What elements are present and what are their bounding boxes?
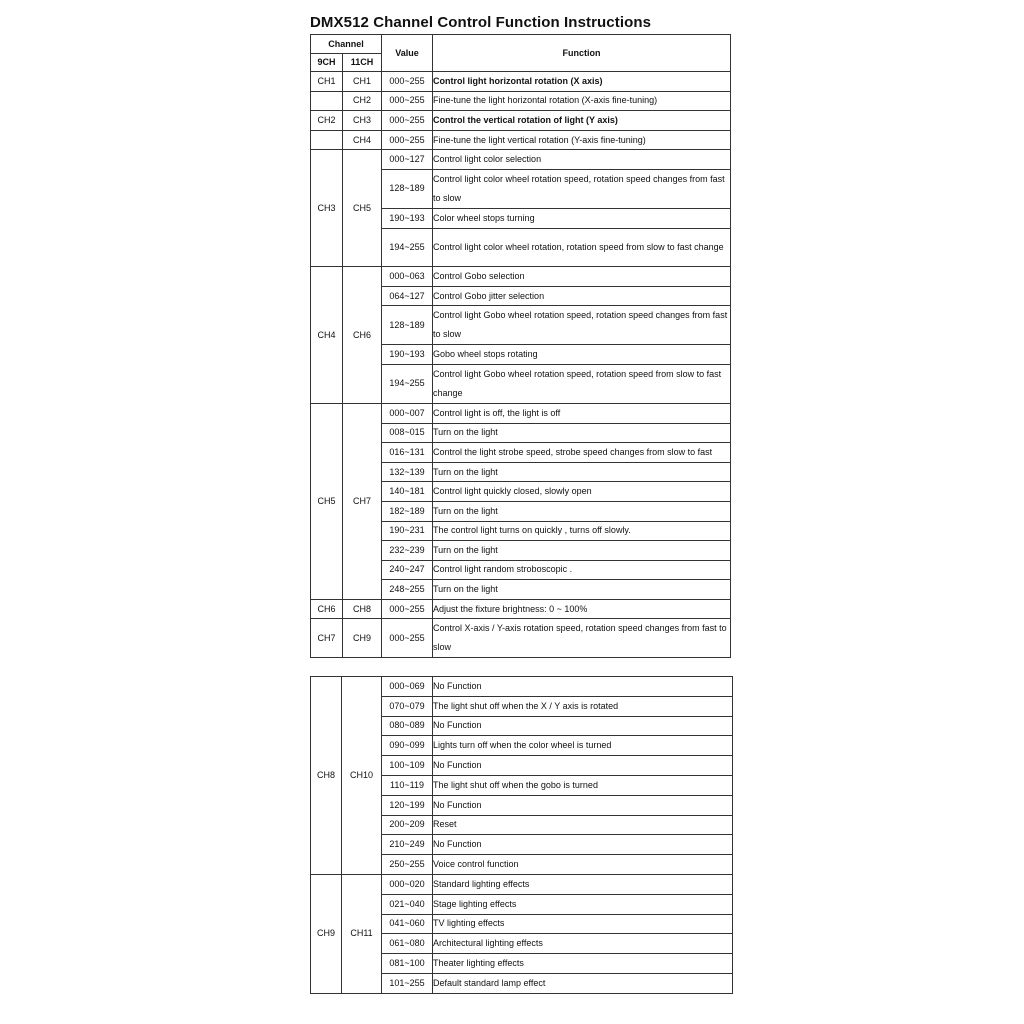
table-row (311, 111, 731, 131)
function-cell: Color wheel stops turning (433, 208, 731, 228)
channel-11ch-cell: CH5 (343, 150, 382, 267)
value-range-cell: 232~239 (382, 541, 433, 561)
channel-11ch-cell: CH4 (343, 130, 382, 150)
function-cell: No Function (433, 795, 733, 815)
function-cell: The light shut off when the X / Y axis is rotated (433, 696, 733, 716)
function-cell: The control light turns on quickly , turns off slowly. (433, 521, 731, 541)
value-range-cell: 000~007 (382, 403, 433, 423)
table-row (311, 72, 731, 92)
function-cell: Turn on the light (433, 462, 731, 482)
value-range-cell: 000~069 (382, 677, 433, 697)
function-cell: Control light horizontal rotation (X axis) (433, 72, 731, 92)
table-row (311, 403, 731, 423)
channel-11ch-cell: CH2 (343, 91, 382, 111)
function-cell: Gobo wheel stops rotating (433, 345, 731, 365)
function-cell: Standard lighting effects (433, 874, 733, 894)
channel-9ch-cell (311, 91, 343, 111)
channel-11ch-cell: CH8 (343, 599, 382, 619)
ch9-header: 9CH (311, 54, 343, 72)
value-range-cell: 128~189 (382, 169, 433, 208)
value-range-cell: 248~255 (382, 580, 433, 600)
dmx-channel-table-continued (310, 676, 733, 994)
channel-9ch-cell: CH5 (311, 403, 343, 599)
channel-header: Channel (311, 35, 382, 54)
function-cell: Architectural lighting effects (433, 934, 733, 954)
channel-9ch-cell: CH3 (311, 150, 343, 267)
value-range-cell: 194~255 (382, 364, 433, 403)
function-cell: Stage lighting effects (433, 894, 733, 914)
value-range-cell: 016~131 (382, 443, 433, 463)
channel-11ch-cell: CH6 (343, 267, 382, 404)
function-cell: Fine-tune the light vertical rotation (Y-axis fine-tuning) (433, 130, 731, 150)
table-row (311, 91, 731, 111)
value-range-cell: 080~089 (382, 716, 433, 736)
function-cell: Control light Gobo wheel rotation speed, rotation speed changes from fast to slow (433, 306, 731, 345)
function-cell: Control light color wheel rotation speed, rotation speed changes from fast to slow (433, 169, 731, 208)
table-row (311, 267, 731, 287)
value-range-cell: 000~255 (382, 619, 433, 658)
value-range-cell: 021~040 (382, 894, 433, 914)
value-range-cell: 000~255 (382, 111, 433, 131)
channel-9ch-cell: CH1 (311, 72, 343, 92)
function-cell: Lights turn off when the color wheel is turned (433, 736, 733, 756)
table-body (311, 72, 731, 658)
function-cell: Control light quickly closed, slowly open (433, 482, 731, 502)
function-cell: TV lighting effects (433, 914, 733, 934)
value-range-cell: 000~255 (382, 72, 433, 92)
function-cell: Theater lighting effects (433, 954, 733, 974)
function-cell: Default standard lamp effect (433, 973, 733, 993)
channel-9ch-cell: CH7 (311, 619, 343, 658)
function-cell: No Function (433, 756, 733, 776)
function-cell: Control X-axis / Y-axis rotation speed, rotation speed changes from fast to slow (433, 619, 731, 658)
function-cell: No Function (433, 835, 733, 855)
function-cell: Turn on the light (433, 541, 731, 561)
function-cell: Turn on the light (433, 580, 731, 600)
page-title: DMX512 Channel Control Function Instructions (310, 14, 652, 31)
table-row (311, 130, 731, 150)
value-range-cell: 000~063 (382, 267, 433, 287)
value-range-cell: 041~060 (382, 914, 433, 934)
function-cell: No Function (433, 677, 733, 697)
ch11-header: 11CH (343, 54, 382, 72)
function-cell: Control light color wheel rotation, rotation speed from slow to fast change (433, 228, 731, 267)
value-range-cell: 070~079 (382, 696, 433, 716)
value-range-cell: 061~080 (382, 934, 433, 954)
dmx-channel-table (310, 34, 731, 658)
function-cell: Control the vertical rotation of light (Y axis) (433, 111, 731, 131)
function-cell: Voice control function (433, 855, 733, 875)
function-cell: Control light random stroboscopic . (433, 560, 731, 580)
channel-11ch-cell: CH10 (342, 677, 382, 875)
channel-9ch-cell: CH8 (311, 677, 342, 875)
table-body (311, 677, 733, 994)
table-row (311, 677, 733, 697)
channel-11ch-cell: CH3 (343, 111, 382, 131)
function-cell: Reset (433, 815, 733, 835)
channel-9ch-cell: CH2 (311, 111, 343, 131)
value-range-cell: 128~189 (382, 306, 433, 345)
value-range-cell: 064~127 (382, 286, 433, 306)
function-cell: Control light is off, the light is off (433, 403, 731, 423)
function-cell: Control the light strobe speed, strobe speed changes from slow to fast (433, 443, 731, 463)
value-range-cell: 190~231 (382, 521, 433, 541)
table-row (311, 874, 733, 894)
function-cell: Turn on the light (433, 423, 731, 443)
value-range-cell: 000~020 (382, 874, 433, 894)
value-range-cell: 000~127 (382, 150, 433, 170)
function-cell: Turn on the light (433, 501, 731, 521)
channel-9ch-cell: CH6 (311, 599, 343, 619)
value-range-cell: 101~255 (382, 973, 433, 993)
value-range-cell: 120~199 (382, 795, 433, 815)
value-range-cell: 200~209 (382, 815, 433, 835)
table-row (311, 150, 731, 170)
value-range-cell: 110~119 (382, 775, 433, 795)
value-range-cell: 081~100 (382, 954, 433, 974)
channel-11ch-cell: CH1 (343, 72, 382, 92)
function-cell: Control light color selection (433, 150, 731, 170)
value-range-cell: 190~193 (382, 208, 433, 228)
table-row (311, 599, 731, 619)
value-range-cell: 000~255 (382, 130, 433, 150)
value-range-cell: 008~015 (382, 423, 433, 443)
value-range-cell: 182~189 (382, 501, 433, 521)
channel-11ch-cell: CH9 (343, 619, 382, 658)
table-row (311, 619, 731, 658)
function-cell: Control Gobo jitter selection (433, 286, 731, 306)
value-header: Value (382, 35, 433, 72)
channel-9ch-cell: CH9 (311, 874, 342, 993)
function-cell: Control Gobo selection (433, 267, 731, 287)
channel-9ch-cell: CH4 (311, 267, 343, 404)
channel-11ch-cell: CH7 (343, 403, 382, 599)
value-range-cell: 000~255 (382, 599, 433, 619)
value-range-cell: 240~247 (382, 560, 433, 580)
function-header: Function (433, 35, 731, 72)
value-range-cell: 210~249 (382, 835, 433, 855)
value-range-cell: 250~255 (382, 855, 433, 875)
value-range-cell: 132~139 (382, 462, 433, 482)
channel-11ch-cell: CH11 (342, 874, 382, 993)
value-range-cell: 100~109 (382, 756, 433, 776)
value-range-cell: 000~255 (382, 91, 433, 111)
function-cell: The light shut off when the gobo is turned (433, 775, 733, 795)
function-cell: Control light Gobo wheel rotation speed, rotation speed from slow to fast change (433, 364, 731, 403)
value-range-cell: 140~181 (382, 482, 433, 502)
value-range-cell: 190~193 (382, 345, 433, 365)
function-cell: No Function (433, 716, 733, 736)
value-range-cell: 194~255 (382, 228, 433, 267)
function-cell: Fine-tune the light horizontal rotation (X-axis fine-tuning) (433, 91, 731, 111)
channel-9ch-cell (311, 130, 343, 150)
function-cell: Adjust the fixture brightness: 0 ~ 100% (433, 599, 731, 619)
value-range-cell: 090~099 (382, 736, 433, 756)
